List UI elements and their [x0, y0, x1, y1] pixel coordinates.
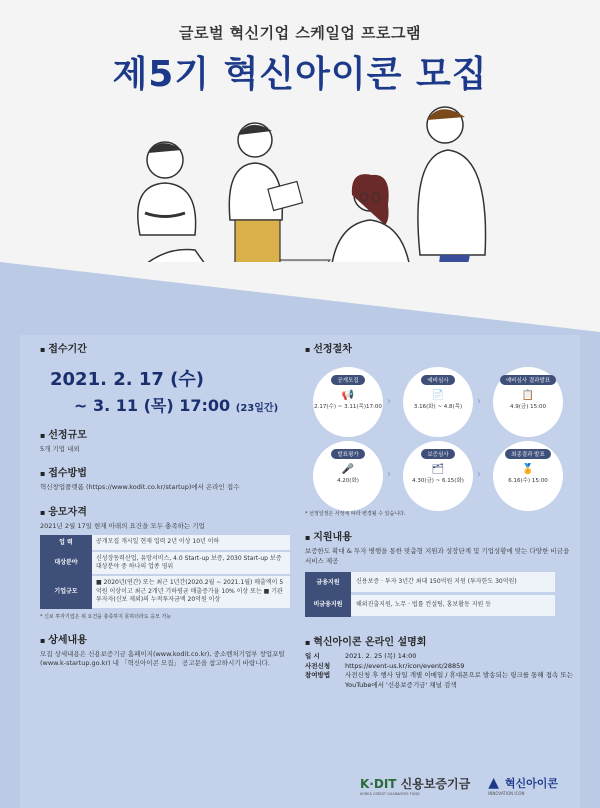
- process-step: [313, 441, 383, 511]
- table-row: [305, 572, 555, 594]
- method-heading: ▪ 접수방법: [40, 464, 290, 479]
- chevron-right-icon: ›: [477, 469, 481, 480]
- step-title: 최종결과 발표: [505, 449, 551, 459]
- innov-sub: INNOVATION ICON: [488, 790, 525, 796]
- period-heading: ▪ 접수기간: [40, 340, 290, 355]
- period-end-row: [74, 393, 290, 416]
- kodit-mark: K·DIT: [360, 776, 397, 791]
- right-column: [305, 340, 575, 691]
- support-label: 금융지원: [305, 572, 351, 594]
- qualification-value: 공개모집 개시일 현재 업력 2년 이상 10년 이하: [92, 535, 290, 550]
- innovation-icon-logo: [488, 775, 558, 796]
- left-column: [40, 340, 290, 669]
- support-heading: ▪ 지원내용: [305, 528, 575, 543]
- chevron-right-icon: ›: [387, 469, 391, 480]
- briefing-row: [305, 652, 575, 662]
- step-date: 3.16(화) ~ 4.8(목): [413, 404, 463, 410]
- method-text: 혁신창업플랫폼 (https://www.kodit.co.kr/startup)에서 온라인 접수: [40, 483, 240, 492]
- briefing-row: [305, 671, 575, 691]
- scale-heading: ▪ 선정규모: [40, 426, 290, 441]
- table-row: [40, 551, 290, 576]
- qualification-value: ■ 2020년(연간) 또는 최근 1년간(2020.2월 ~ 2021.1월) 매출액이 5억원 이상이고 최근 2개년 기하평균 매출증가율 10% 이상 또는 ■ 기관투자자(신보 제외)의 누적투자금액 20억원 이상: [92, 575, 290, 608]
- support-label: 비금융지원: [305, 594, 351, 617]
- process-flow: [305, 361, 575, 511]
- step-title: 발표평가: [331, 449, 364, 459]
- period-start: 2021. 2. 17 (수): [50, 369, 204, 390]
- process-note: * 선정일정은 사정에 따라 변경될 수 있습니다.: [305, 511, 406, 517]
- scale-text: 5개 기업 내외: [40, 445, 80, 453]
- briefing-row: [305, 662, 575, 672]
- process-step: [493, 367, 563, 437]
- table-row: [40, 575, 290, 608]
- process-step: [403, 441, 473, 511]
- document-icon: 📄: [431, 390, 445, 401]
- step-date: 4.9(금) 15:00: [510, 404, 546, 410]
- step-title: 보증심사: [421, 449, 454, 459]
- briefing-heading: ▪ 혁신아이콘 온라인 설명회: [305, 633, 575, 648]
- support-table: [305, 572, 555, 619]
- qualification-note: * 신보 투자기업은 위 요건을 충족하지 못하더라도 응모 가능: [40, 613, 172, 620]
- process-step: [493, 441, 563, 511]
- detail-heading: ▪ 상세내용: [40, 631, 290, 646]
- poster-title: 제5기 혁신아이콘 모집: [112, 54, 488, 95]
- briefing-key: 참여방법: [305, 671, 331, 680]
- band-diagonal: [0, 262, 600, 332]
- medal-icon: 🏅: [521, 464, 535, 475]
- table-row: [305, 594, 555, 617]
- chevron-right-icon: ›: [477, 396, 481, 407]
- support-value: 신용보증 · 투자 3년간 최대 150억원 지원 (투자한도 30억원): [351, 572, 555, 594]
- briefing-value: 2021. 2. 25 (목) 14:00: [345, 651, 417, 660]
- briefing-key: 일 시: [305, 651, 320, 660]
- qualification-table: [40, 535, 290, 609]
- process-step: [313, 367, 383, 437]
- step-title: 예비심사 결과발표: [500, 375, 556, 385]
- briefing-link[interactable]: https://event-us.kr/icon/event/28859: [345, 661, 465, 670]
- briefing-value: 사전신청 후 행사 당일 개별 이메일 / 휴대폰으로 발송되는 링크를 통해 접속 또는 YouTube에서 '신용보증기금' 채널 검색: [345, 671, 573, 690]
- innov-name: 혁신아이콘: [504, 776, 558, 790]
- qualification-label: 기업규모: [40, 575, 92, 608]
- process-heading: ▪ 선정절차: [305, 340, 575, 355]
- kodit-logo: [360, 775, 470, 796]
- briefing-key: 사전신청: [305, 661, 331, 670]
- footer-logos: [360, 772, 590, 798]
- process-step: [403, 367, 473, 437]
- support-value: 해외진출지원, 노무 · 법률 컨설팅, 홍보활동 지원 등: [351, 594, 555, 617]
- step-date: 2.17(수) ~ 3.11(목)17:00: [314, 404, 382, 410]
- step-date: 4.30(금) ~ 6.15(화): [412, 478, 464, 484]
- support-text: 보증한도 확대 & 투자 병행을 통한 맞춤형 지원과 성장단계 및 기업상황에 맞는 다양한 비금융 서비스 제공: [305, 547, 570, 565]
- table-row: [40, 535, 290, 550]
- period-days: (23일간): [235, 403, 279, 414]
- detail-text: 모집 상세내용은 신용보증기금 홈페이지(www.kodit.co.kr), 중소벤처기업부 창업포털(www.k-startup.go.kr) 내 「혁신아이콘 모집」 공고문을 참고하시기 바랍니다.: [40, 649, 285, 668]
- step-title: 예비심사: [421, 375, 454, 385]
- chevron-right-icon: ›: [387, 396, 391, 407]
- clipboard-icon: 📋: [521, 390, 535, 401]
- qualification-value: 신성장동력산업, 유망서비스, 4.0 Start-up 보증, 2030 Start-up 보증 대상분야 중 하나의 업종 영위: [92, 551, 290, 576]
- megaphone-icon: 📢: [341, 390, 355, 401]
- presentation-icon: 🎤: [341, 464, 355, 475]
- a-logo-icon: ▲: [488, 774, 499, 791]
- qualification-heading: ▪ 응모자격: [40, 503, 290, 518]
- qualification-label: 업 력: [40, 535, 92, 550]
- poster-subtitle: 글로벌 혁신기업 스케일업 프로그램: [178, 24, 422, 42]
- step-date: 6.16(수) 15:00: [508, 478, 548, 484]
- kodit-name: 신용보증기금: [400, 776, 471, 791]
- period-end: ~ 3. 11 (목) 17:00: [74, 396, 231, 415]
- step-title: 공개모집: [331, 375, 364, 385]
- kodit-sub: KOREA CREDIT GUARANTEE FUND: [360, 791, 420, 796]
- review-icon: 🗂: [431, 464, 445, 475]
- qualification-intro: 2021년 2월 17일 현재 아래의 요건을 모두 충족하는 기업: [40, 521, 205, 530]
- step-date: 4.20(화): [337, 478, 359, 484]
- qualification-label: 대상분야: [40, 551, 92, 576]
